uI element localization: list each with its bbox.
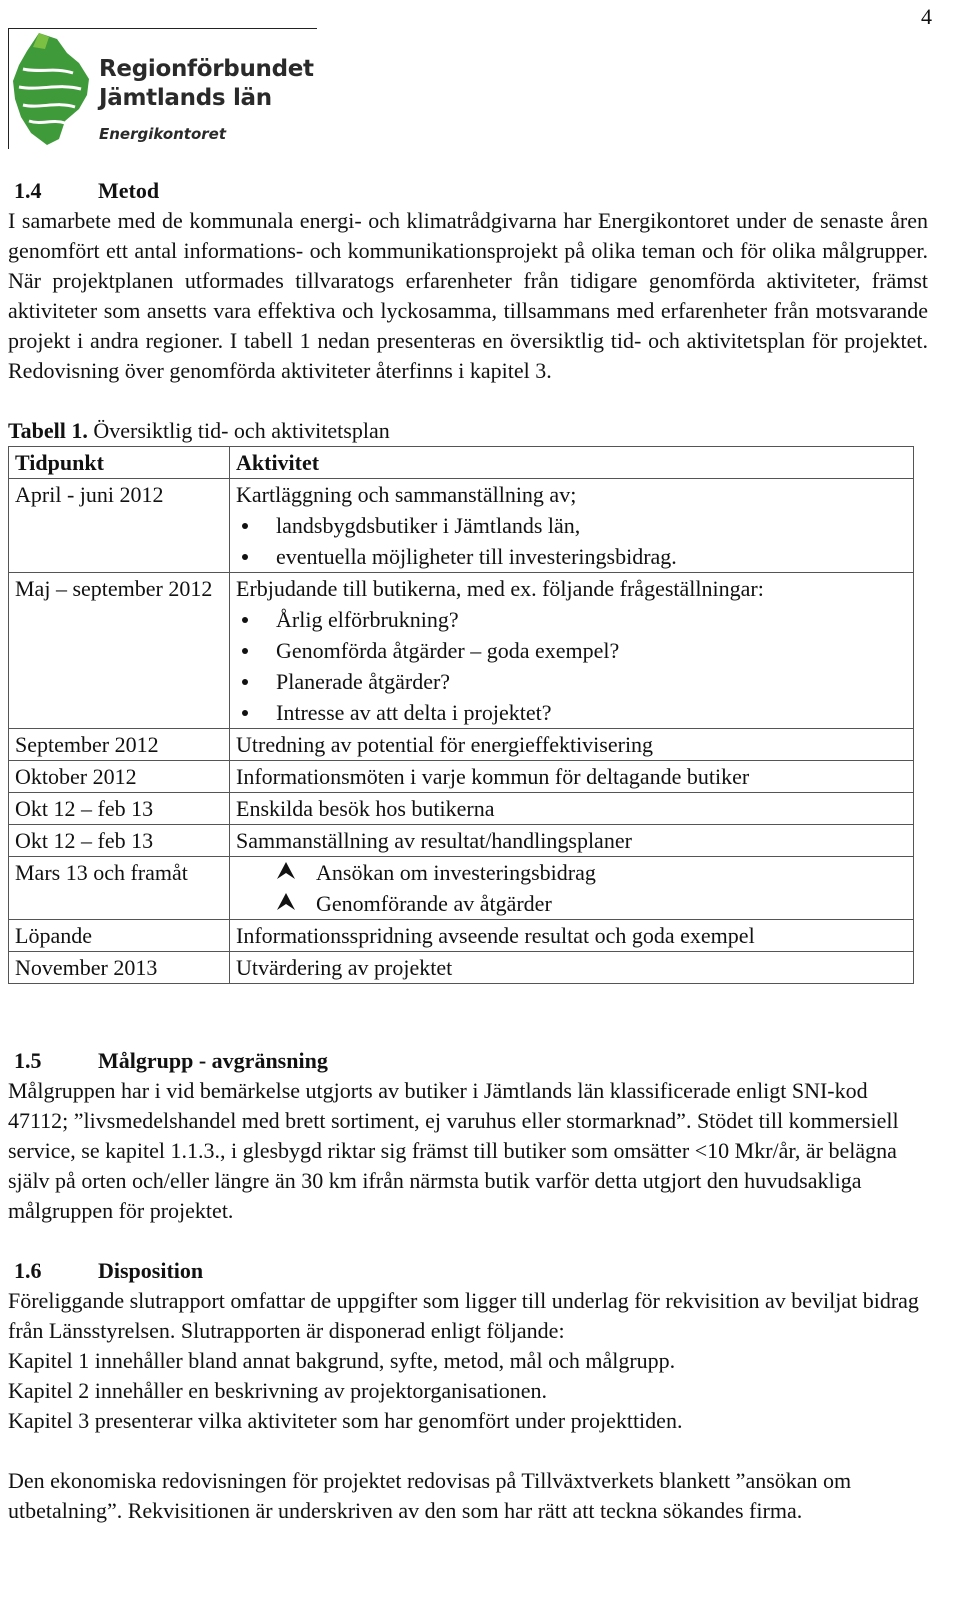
- cell-time-text: Maj – september 2012: [15, 576, 213, 601]
- table-row: [9, 825, 914, 857]
- table-row: [9, 920, 914, 952]
- section-number: 1.5: [14, 1048, 42, 1073]
- arrow-item-text: Genomförande av åtgärder: [316, 891, 552, 916]
- table-row: [9, 573, 914, 729]
- closing-paragraph: Den ekonomiska redovisningen för projektet redovisas på Tillväxtverkets blankett ”ansökan om utbetalning”. Rekvisitionen är underskriven av den som har rätt att teckna sökandes firma.: [8, 1468, 852, 1523]
- logo-name-line1: Regionförbundet: [99, 56, 314, 82]
- disposition-line: Kapitel 1 innehåller bland annat bakgrund, syfte, metod, mål och målgrupp.: [8, 1348, 676, 1373]
- arrowhead-icon: [276, 892, 296, 912]
- cell-time: Okt 12 – feb 13: [9, 825, 230, 857]
- table-row: [9, 729, 914, 761]
- logo-name: [99, 55, 314, 113]
- header-activity: Aktivitet: [230, 447, 914, 479]
- disposition-line: Kapitel 2 innehåller en beskrivning av projektorganisationen.: [8, 1378, 548, 1403]
- cell-time: November 2013: [9, 952, 230, 984]
- cell-activity: Utredning av potential för energieffektivisering: [230, 729, 914, 761]
- section-title: Metod: [98, 178, 160, 203]
- logo-subtitle: Energikontoret: [99, 125, 227, 143]
- bullet-item: Intresse av att delta i projektet?: [236, 697, 907, 728]
- section-title: Målgrupp - avgränsning: [98, 1048, 328, 1073]
- target-group-paragraph: Målgruppen har i vid bemärkelse utgjorts av butiker i Jämtlands län klassificerade enligt SNI-kod 47112; ”livsmedelshandel med brett sortiment, ej varuhus eller stormarknad”. Stödet till kommersiell service, se kapitel 1.1.3., i glesbygd riktar sig främst till butiker som omsätter <10 Mkr/år, är belägna själv på orten och/eller längre än 30 km ifrån närmsta butik varför detta utgjort den huvudsakliga målgruppen för projektet.: [8, 1078, 899, 1223]
- table-header-row: [9, 447, 914, 479]
- organization-logo: [8, 28, 317, 149]
- cell-activity: Enskilda besök hos butikerna: [230, 793, 914, 825]
- table-row: [9, 952, 914, 984]
- activity-plan-table: [8, 446, 914, 984]
- document-body: [8, 176, 928, 1526]
- activity-text: Kartläggning och sammanställning av;: [236, 482, 577, 507]
- section-heading-1-5: [8, 1046, 928, 1076]
- cell-activity: Utvärdering av projektet: [230, 952, 914, 984]
- bullet-item: eventuella möjligheter till investeringsbidrag.: [236, 541, 907, 572]
- arrow-item: [236, 888, 907, 919]
- jamtland-map-icon: [9, 29, 97, 149]
- method-paragraph: I samarbete med de kommunala energi- och klimatrådgivarna har Energikontoret under de senaste åren genomfört ett antal informations- och kommunikationsprojekt på olika teman och för olika målgrupper. När projektplanen utformades tillvaratogs erfarenheter från tidigare genomförda aktiviteter, främst aktiviteter som ansetts vara effektiva och lyckosamma, tillsammans med erfarenheter från motsvarande projekt i andra regioner. I tabell 1 nedan presenteras en översiktlig tid- och aktivitetsplan för projektet. Redovisning över genomförda aktiviteter återfinns i kapitel 3.: [8, 208, 928, 383]
- table-caption: [8, 416, 928, 446]
- disposition-paragraph: Föreliggande slutrapport omfattar de uppgifter som ligger till underlag för rekvisition av beviljat bidrag från Länsstyrelsen. Slutrapporten är disponerad enligt följande:: [8, 1288, 919, 1343]
- bullet-list: [236, 604, 907, 728]
- arrow-item: [236, 857, 907, 888]
- cell-time: Oktober 2012: [9, 761, 230, 793]
- bullet-list: [236, 510, 907, 572]
- table-caption-label: Tabell 1.: [8, 418, 88, 443]
- bullet-item: Genomförda åtgärder – goda exempel?: [236, 635, 907, 666]
- logo-name-line2: Jämtlands län: [99, 85, 272, 111]
- disposition-line: Kapitel 3 presenterar vilka aktiviteter som har genomfört under projekttiden.: [8, 1408, 683, 1433]
- page-number: 4: [921, 4, 932, 29]
- table-row: [9, 857, 914, 920]
- section-number: 1.6: [14, 1258, 42, 1283]
- header-time: Tidpunkt: [9, 447, 230, 479]
- arrow-list: [236, 857, 907, 919]
- table-caption-text: Översiktlig tid- och aktivitetsplan: [93, 418, 390, 443]
- cell-activity: [230, 573, 914, 729]
- cell-time: Löpande: [9, 920, 230, 952]
- section-heading-1-6: [8, 1256, 928, 1286]
- cell-activity: Sammanställning av resultat/handlingsplaner: [230, 825, 914, 857]
- section-number: 1.4: [14, 178, 42, 203]
- bullet-item: Årlig elförbrukning?: [236, 604, 907, 635]
- cell-time: September 2012: [9, 729, 230, 761]
- cell-activity: [230, 857, 914, 920]
- cell-time: Okt 12 – feb 13: [9, 793, 230, 825]
- section-title: Disposition: [98, 1258, 204, 1283]
- cell-time: Mars 13 och framåt: [9, 857, 230, 920]
- cell-activity: Informationsspridning avseende resultat och goda exempel: [230, 920, 914, 952]
- cell-activity: Informationsmöten i varje kommun för deltagande butiker: [230, 761, 914, 793]
- activity-text: Erbjudande till butikerna, med ex. följande frågeställningar:: [236, 576, 764, 601]
- bullet-item: landsbygdsbutiker i Jämtlands län,: [236, 510, 907, 541]
- arrowhead-icon: [276, 861, 296, 881]
- arrow-item-text: Ansökan om investeringsbidrag: [316, 860, 596, 885]
- cell-activity: [230, 479, 914, 573]
- bullet-item: Planerade åtgärder?: [236, 666, 907, 697]
- table-row: [9, 761, 914, 793]
- table-row: [9, 793, 914, 825]
- cell-time: April - juni 2012: [9, 479, 230, 573]
- cell-time: [9, 573, 230, 729]
- section-heading-1-4: [8, 176, 928, 206]
- table-row: [9, 479, 914, 573]
